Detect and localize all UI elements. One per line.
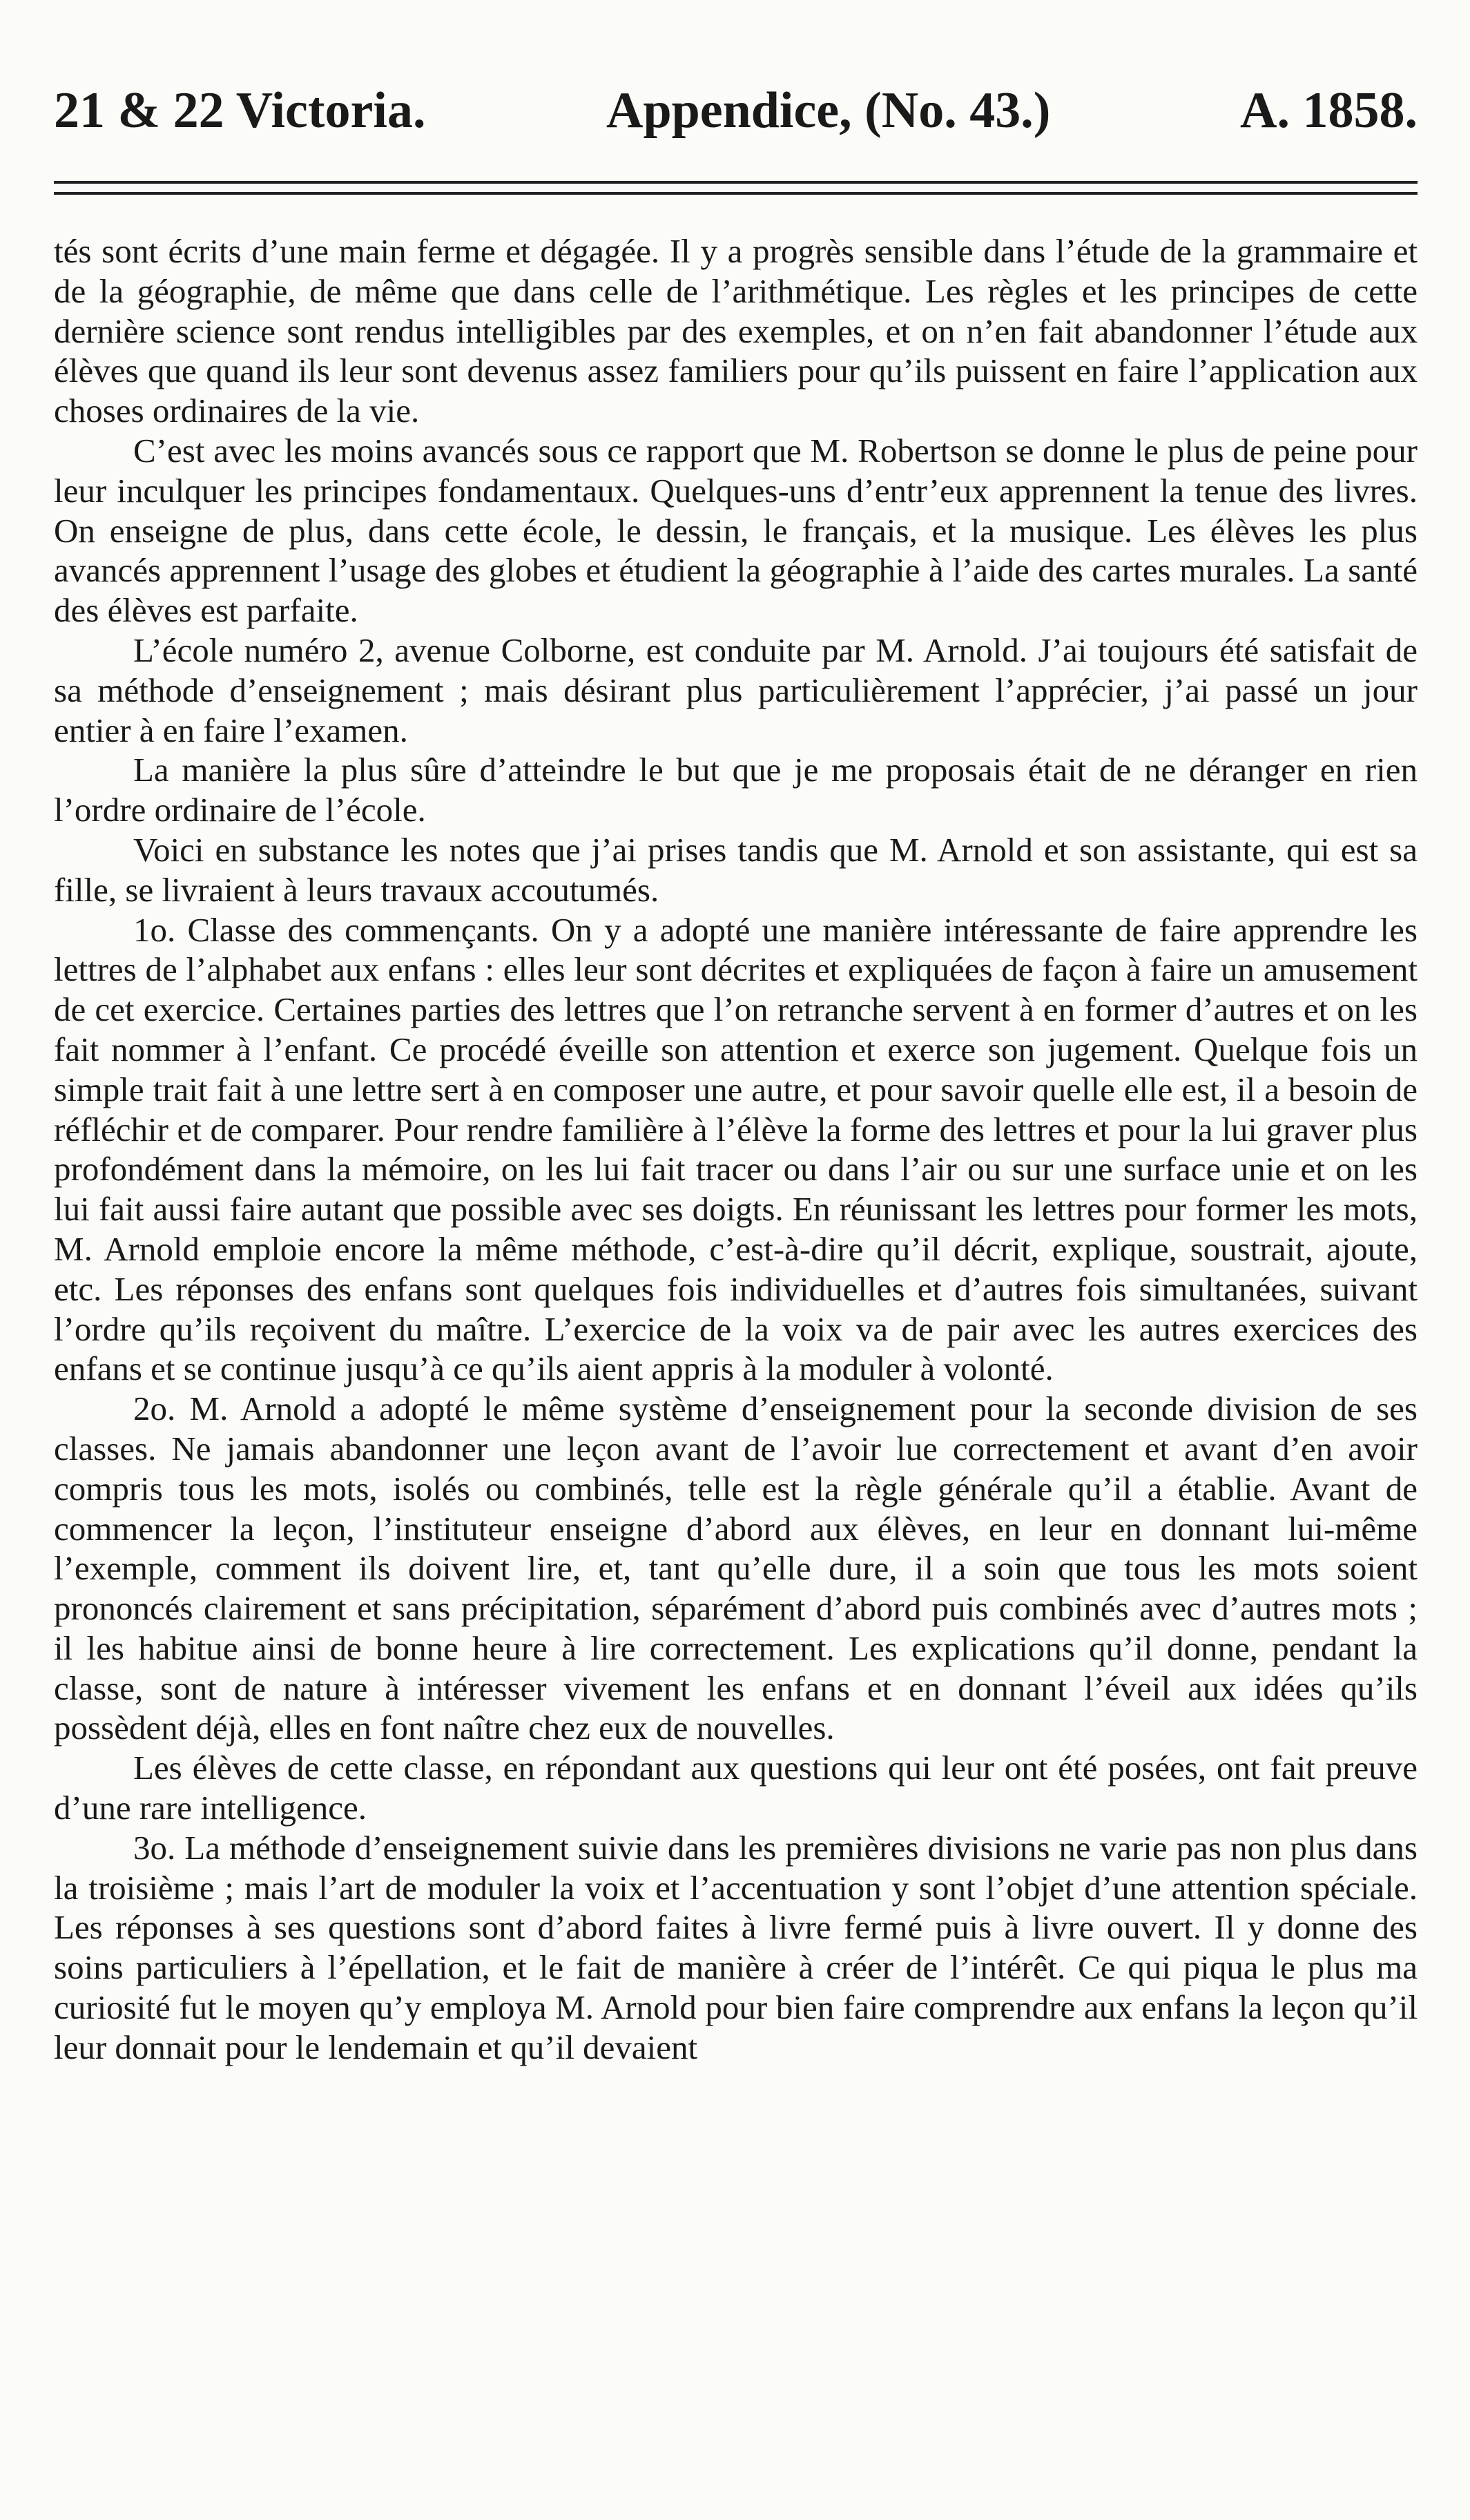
header-rule-bottom	[54, 192, 1418, 195]
body-text	[54, 231, 1418, 2068]
running-header	[54, 73, 1418, 148]
document-page	[54, 0, 1418, 2520]
header-appendix: Appendice, (No. 43.)	[606, 82, 1051, 139]
paragraph: L’école numéro 2, avenue Colborne, est conduite par M. Arnold. J’ai toujours été satisfait de sa méthode d’enseignement ; mais désirant plus particulièrement l’apprécier, j’ai passé un jour entier à en faire l’examen.	[54, 631, 1418, 749]
paragraph-third-class: 3o. La méthode d’enseignement suivie dans les premières divisions ne varie pas non plus dans la troisième ; mais l’art de moduler la voix et l’accentuation y sont l’objet d’une attention spéciale. Les réponses à ses questions sont d’abord faites à livre fermé puis à livre ouvert. Il y donne des soins particuliers à l’épellation, et le fait de manière à créer de l’intérêt. Ce qui piqua le plus ma curiosité fut le moyen qu’y employa M. Arnold pour bien faire comprendre aux enfans la leçon qu’il leur donnait pour le lendemain et qu’il devaient	[54, 1828, 1418, 2066]
paragraph-first-class: 1o. Classe des commençants. On y a adopté une manière intéressante de faire apprendre les lettres de l’alphabet aux enfans : elles leur sont décrites et expliquées de façon à faire un amusement de cet exercice. Certaines parties des lettres que l’on retranche servent à en former d’autres et on les fait nommer à l’enfant. Ce procédé éveille son attention et exerce son jugement. Quelque fois un simple trait fait à une lettre sert à en composer une autre, et pour savoir quelle elle est, il a besoin de réfléchir et de comparer. Pour rendre familière à l’élève la forme des lettres et pour la lui graver plus profondément dans la mémoire, on les lui fait tracer ou dans l’air ou sur une surface unie et on les lui fait aussi faire autant que possible avec ses doigts. En réunissant les lettres pour former les mots, M. Arnold emploie encore la même méthode, c’est-à-dire qu’il décrit, explique, soustrait, ajoute, etc. Les réponses des enfans sont quelques fois individuelles et d’autres fois simultanées, suivant l’ordre qu’ils reçoivent du maître. L’exercice de la voix va de pair avec les autres exercices des enfans et se continue jusqu’à ce qu’ils aient appris à la moduler à volonté.	[54, 910, 1418, 1388]
paragraph-continued: tés sont écrits d’une main ferme et dégagée. Il y a progrès sensible dans l’étude de la grammaire et de la géographie, de même que dans celle de l’arithmétique. Les règles et les principes de cette dernière science sont rendus intelligibles par des exemples, et on n’en fait abandonner l’étude aux élèves que quand ils leur sont devenus assez familiers pour qu’ils puissent en faire l’application aux choses ordinaires de la vie.	[54, 232, 1418, 430]
header-year: A. 1858.	[1240, 82, 1418, 139]
paragraph: C’est avec les moins avancés sous ce rapport que M. Robertson se donne le plus de peine pour leur inculquer les principes fondamentaux. Quelques-uns d’entr’eux apprennent la tenue des livres. On enseigne de plus, dans cette école, le dessin, le français, et la musique. Les élèves les plus avancés apprennent l’usage des globes et étudient la géographie à l’aide des cartes murales. La santé des élèves est parfaite.	[54, 431, 1418, 630]
paragraph: Les élèves de cette classe, en répondant aux questions qui leur ont été posées, ont fait preuve d’une rare intelligence.	[54, 1749, 1418, 1827]
paragraph: Voici en substance les notes que j’ai prises tandis que M. Arnold et son assistante, qui est sa fille, se livraient à leurs travaux accoutumés.	[54, 830, 1418, 909]
paragraph-second-class: 2o. M. Arnold a adopté le même système d’enseignement pour la seconde division de ses classes. Ne jamais abandonner une leçon avant de l’avoir lue correctement et avant d’en avoir compris tous les mots, isolés ou combinés, telle est la règle générale qu’il a établie. Avant de commencer la leçon, l’instituteur enseigne d’abord aux élèves, en leur en donnant lui-même l’exemple, comment ils doivent lire, et, tant qu’elle dure, il a soin que tous les mots soient prononcés clairement et sans précipitation, séparément d’abord puis combinés avec d’autres mots ; il les habitue ainsi de bonne heure à lire correctement. Les explications qu’il donne, pendant la classe, sont de nature à intéresser vivement les enfans et en donnant l’éveil aux idées qu’ils possèdent déjà, elles en font naître chez eux de nouvelles.	[54, 1389, 1418, 1747]
paragraph: La manière la plus sûre d’atteindre le but que je me proposais était de ne déranger en rien l’ordre ordinaire de l’école.	[54, 751, 1418, 829]
header-session: 21 & 22 Victoria.	[54, 82, 426, 139]
header-rule-top	[54, 181, 1418, 184]
